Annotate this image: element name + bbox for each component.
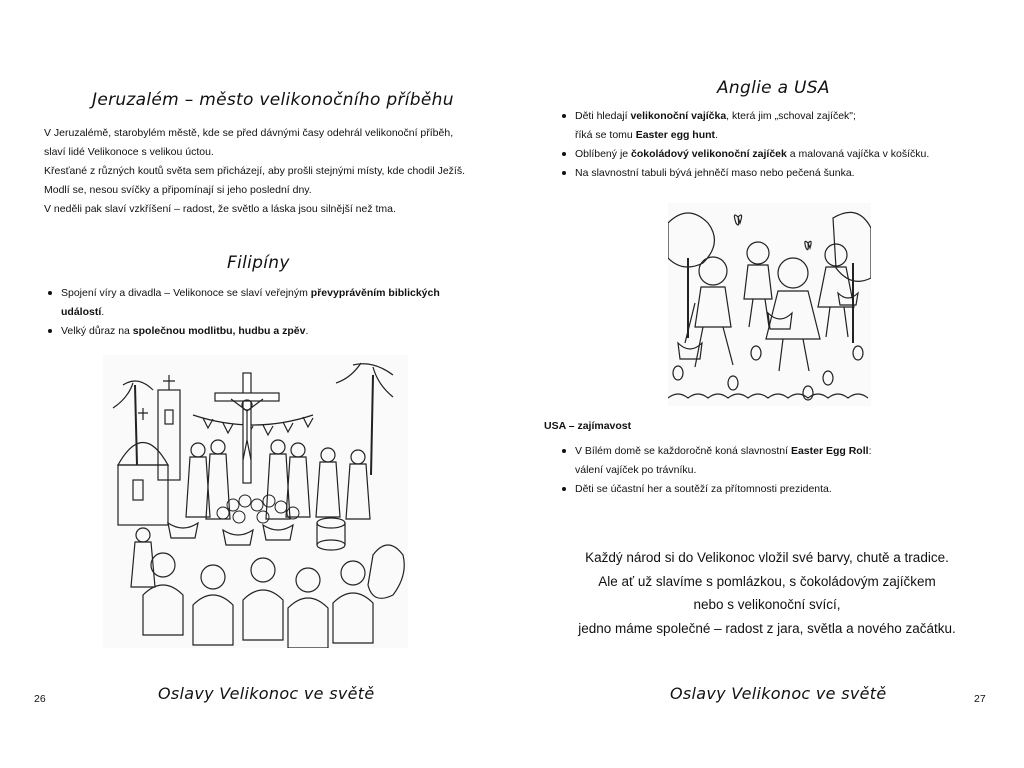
jerusalem-title: Jeruzalém – město velikonočního příběhu [92, 90, 454, 110]
list-item [559, 145, 929, 164]
bullet-bold-text: čokoládový velikonoční zajíček [631, 148, 787, 160]
list-item [559, 442, 871, 480]
jerusalem-line: Křesťané z různých koutů světa sem přicházejí, aby prošli stejnými místy, kde chodil Ježíš. [44, 165, 465, 177]
closing-line: nebo s velikonoční svící, [693, 597, 841, 612]
jerusalem-paragraph [44, 124, 465, 219]
bullet-text: . [305, 325, 309, 337]
bullet-bold-text: velikonoční vajíčka [630, 110, 727, 122]
list-item [559, 107, 929, 145]
uk-usa-title: Anglie a USA [717, 78, 830, 98]
bullet-text: Děti hledají [575, 110, 631, 122]
bullet-bold-text: společnou modlitbu, hudbu a zpěv [132, 325, 306, 337]
bullet-bold-text: událostí [61, 306, 102, 318]
bullet-bold-text: převyprávěním biblických [310, 287, 440, 299]
usa-fact-heading: USA – zajímavost [544, 420, 632, 432]
closing-line: Každý národ si do Velikonoc vložil své barvy, chutě a tradice. [585, 550, 949, 565]
closing-paragraph [552, 546, 982, 640]
usa-fact-list [559, 442, 871, 499]
uk-usa-list [559, 107, 929, 183]
bullet-text: Spojení víry a divadla – Velikonoce se slaví veřejným [61, 287, 311, 299]
philippines-procession-illustration [103, 355, 408, 648]
list-item [559, 480, 871, 499]
egg-hunt-illustration [668, 203, 871, 406]
bullet-text: válení vajíček po trávníku. [575, 464, 697, 476]
bullet-text: Oblíbený je [575, 148, 632, 160]
philippines-list [45, 284, 440, 341]
closing-line: jedno máme společné – radost z jara, světla a nového začátku. [578, 620, 956, 636]
bullet-text: V Bílém domě se každoročně koná slavnostní [575, 445, 791, 457]
footer-title: Oslavy Velikonoc ve světě [158, 684, 375, 703]
list-item [559, 164, 929, 183]
jerusalem-line: V neděli pak slaví vzkříšení – radost, že světlo a láska jsou silnější než tma. [44, 203, 396, 215]
jerusalem-line: Modlí se, nesou svíčky a připomínají si jeho poslední dny. [44, 184, 312, 196]
jerusalem-line: slaví lidé Velikonoce s velikou úctou. [44, 146, 214, 158]
bullet-text: Velký důraz na [61, 325, 133, 337]
list-item [45, 322, 440, 341]
jerusalem-line: V Jeruzalémě, starobylém městě, kde se před dávnými časy odehrál velikonoční příběh, [44, 127, 454, 139]
bullet-text: Na slavnostní tabuli bývá jehněčí maso nebo pečená šunka. [575, 167, 855, 179]
bullet-bold-text: Easter Egg Roll [790, 445, 869, 457]
bullet-text: : [868, 445, 872, 457]
bullet-bold-text: Easter egg hunt [635, 129, 716, 141]
bullet-text: , která jim „schoval zajíček"; [726, 110, 856, 122]
page-number: 26 [34, 693, 46, 705]
bullet-text: Děti se účastní her a soutěží za přítomnosti prezidenta. [575, 483, 832, 495]
footer-title: Oslavy Velikonoc ve světě [670, 684, 887, 703]
list-item [45, 284, 440, 322]
page-number: 27 [974, 693, 986, 705]
philippines-title: Filipíny [227, 253, 290, 273]
right-page [512, 0, 1024, 768]
closing-line: Ale ať už slavíme s pomlázkou, s čokoládovým zajíčkem [598, 573, 936, 589]
bullet-text: říká se tomu [575, 129, 636, 141]
bullet-text: . [101, 306, 105, 318]
bullet-text: a malovaná vajíčka v košíčku. [786, 148, 930, 160]
bullet-text: . [715, 129, 718, 141]
